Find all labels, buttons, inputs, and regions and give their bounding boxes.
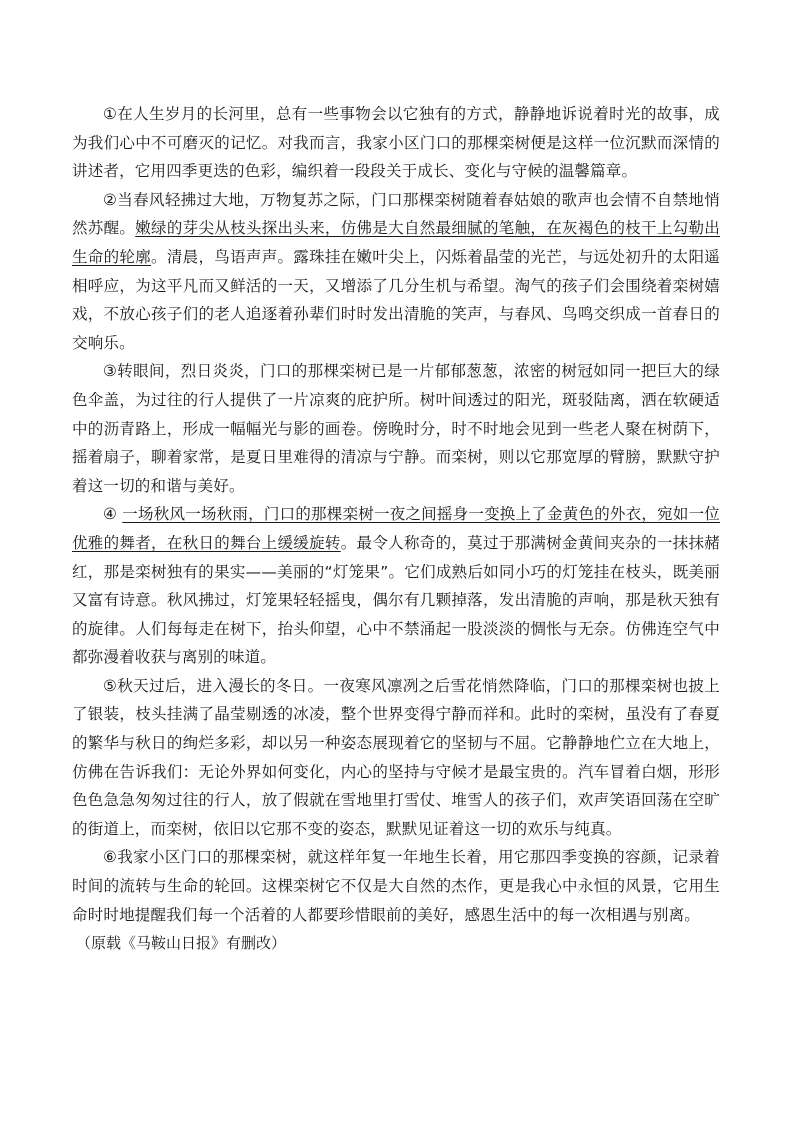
paragraph-text: 。清晨，鸟语声声。露珠挂在嫩叶尖上，闪烁着晶莹的光芒，与远处初升的太阳遥相呼应，为这平凡而又鲜活的一天，又增添了几分生机与希望。淘气的孩子们会围绕着栾树嬉戏，不放心孩子们的老人追逐着孙辈们时时发出清脆的笑声，与春风、鸟鸣交织成一首春日的交响乐。 xyxy=(72,247,720,352)
paragraph-4 xyxy=(72,500,720,672)
paragraph-text: 。最令人称奇的，莫过于那满树金黄间夹杂的一抹抹赭红，那是栾树独有的果实——美丽的“灯笼果”。它们成熟后如同小巧的灯笼挂在枝头，既美丽又富有诗意。秋风拂过，灯笼果轻轻摇曳，偶尔有几颗掉落，发出清脆的声响，那是秋天独有的旋律。人们每每走在树下，抬头仰望，心中不禁涌起一股淡淡的惆怅与无奈。仿佛连空气中都弥漫着收获与离别的味道。 xyxy=(72,533,720,667)
underlined-sentence: 嫩绿的芽尖从枝头探出头来，仿佛是大自然最细腻的笔触，在灰褐色的枝干上勾勒出生命的轮廓 xyxy=(72,219,720,266)
paragraph-6 xyxy=(72,843,720,929)
underlined-sentence: 一场秋风一场秋雨，门口的那棵栾树一夜之间摇身一变换上了金黄色的外衣，宛如一位优雅的舞者，在秋日的舞台上缓缓旋转 xyxy=(72,505,720,552)
article-body xyxy=(72,100,720,958)
paragraph-2 xyxy=(72,186,720,358)
paragraph-text: ③转眼间，烈日炎炎，门口的那棵栾树已是一片郁郁葱葱，浓密的树冠如同一把巨大的绿色伞盖，为过往的行人提供了一片凉爽的庇护所。树叶间透过的阳光，斑驳陆离，洒在软硬适中的沥青路上，形成一幅幅光与影的画卷。傍晚时分，时不时地会见到一些老人聚在树荫下，摇着扇子，聊着家常，是夏日里难得的清凉与宁静。而栾树，则以它那宽厚的臂膀，默默守护着这一切的和谐与美好。 xyxy=(72,362,720,495)
paragraph-1 xyxy=(72,100,720,186)
paragraph-text: ⑥我家小区门口的那棵栾树，就这样年复一年地生长着，用它那四季变换的容颜，记录着时间的流转与生命的轮回。这棵栾树它不仅是大自然的杰作，更是我心中永恒的风景，它用生命时时地提醒我们每一个活着的人都要珍惜眼前的美好，感恩生活中的每一次相遇与别离。 xyxy=(72,848,720,924)
paragraph-5 xyxy=(72,672,720,844)
paragraph-text: ④ xyxy=(103,505,123,524)
source-note: （原载《马鞍山日报》有删改） xyxy=(76,934,287,953)
paragraph-text: ⑤秋天过后，进入漫长的冬日。一夜寒风凛冽之后雪花悄然降临，门口的那棵栾树也披上了银装，枝头挂满了晶莹剔透的冰凌，整个世界变得宁静而祥和。此时的栾树，虽没有了春夏的繁华与秋日的绚烂多彩，却以另一种姿态展现着它的坚韧与不屈。它静静地伫立在大地上，仿佛在告诉我们：无论外界如何变化，内心的坚持与守候才是最宝贵的。汽车冒着白烟，形形色色急急匆匆过往的行人，放了假就在雪地里打雪仗、堆雪人的孩子们，欢声笑语回荡在空旷的街道上，而栾树，依旧以它那不变的姿态，默默见证着这一切的欢乐与纯真。 xyxy=(72,676,720,838)
paragraph-text: ①在人生岁月的长河里，总有一些事物会以它独有的方式，静静地诉说着时光的故事，成为我们心中不可磨灭的记忆。对我而言，我家小区门口的那棵栾树便是这样一位沉默而深情的讲述者，它用四季更迭的色彩，编织着一段段关于成长、变化与守候的温馨篇章。 xyxy=(72,105,720,181)
paragraph-3 xyxy=(72,357,720,500)
paragraph-text: ②当春风轻拂过大地，万物复苏之际，门口那棵栾树随着春姑娘的歌声也会情不自禁地悄然苏醒。 xyxy=(72,190,720,238)
